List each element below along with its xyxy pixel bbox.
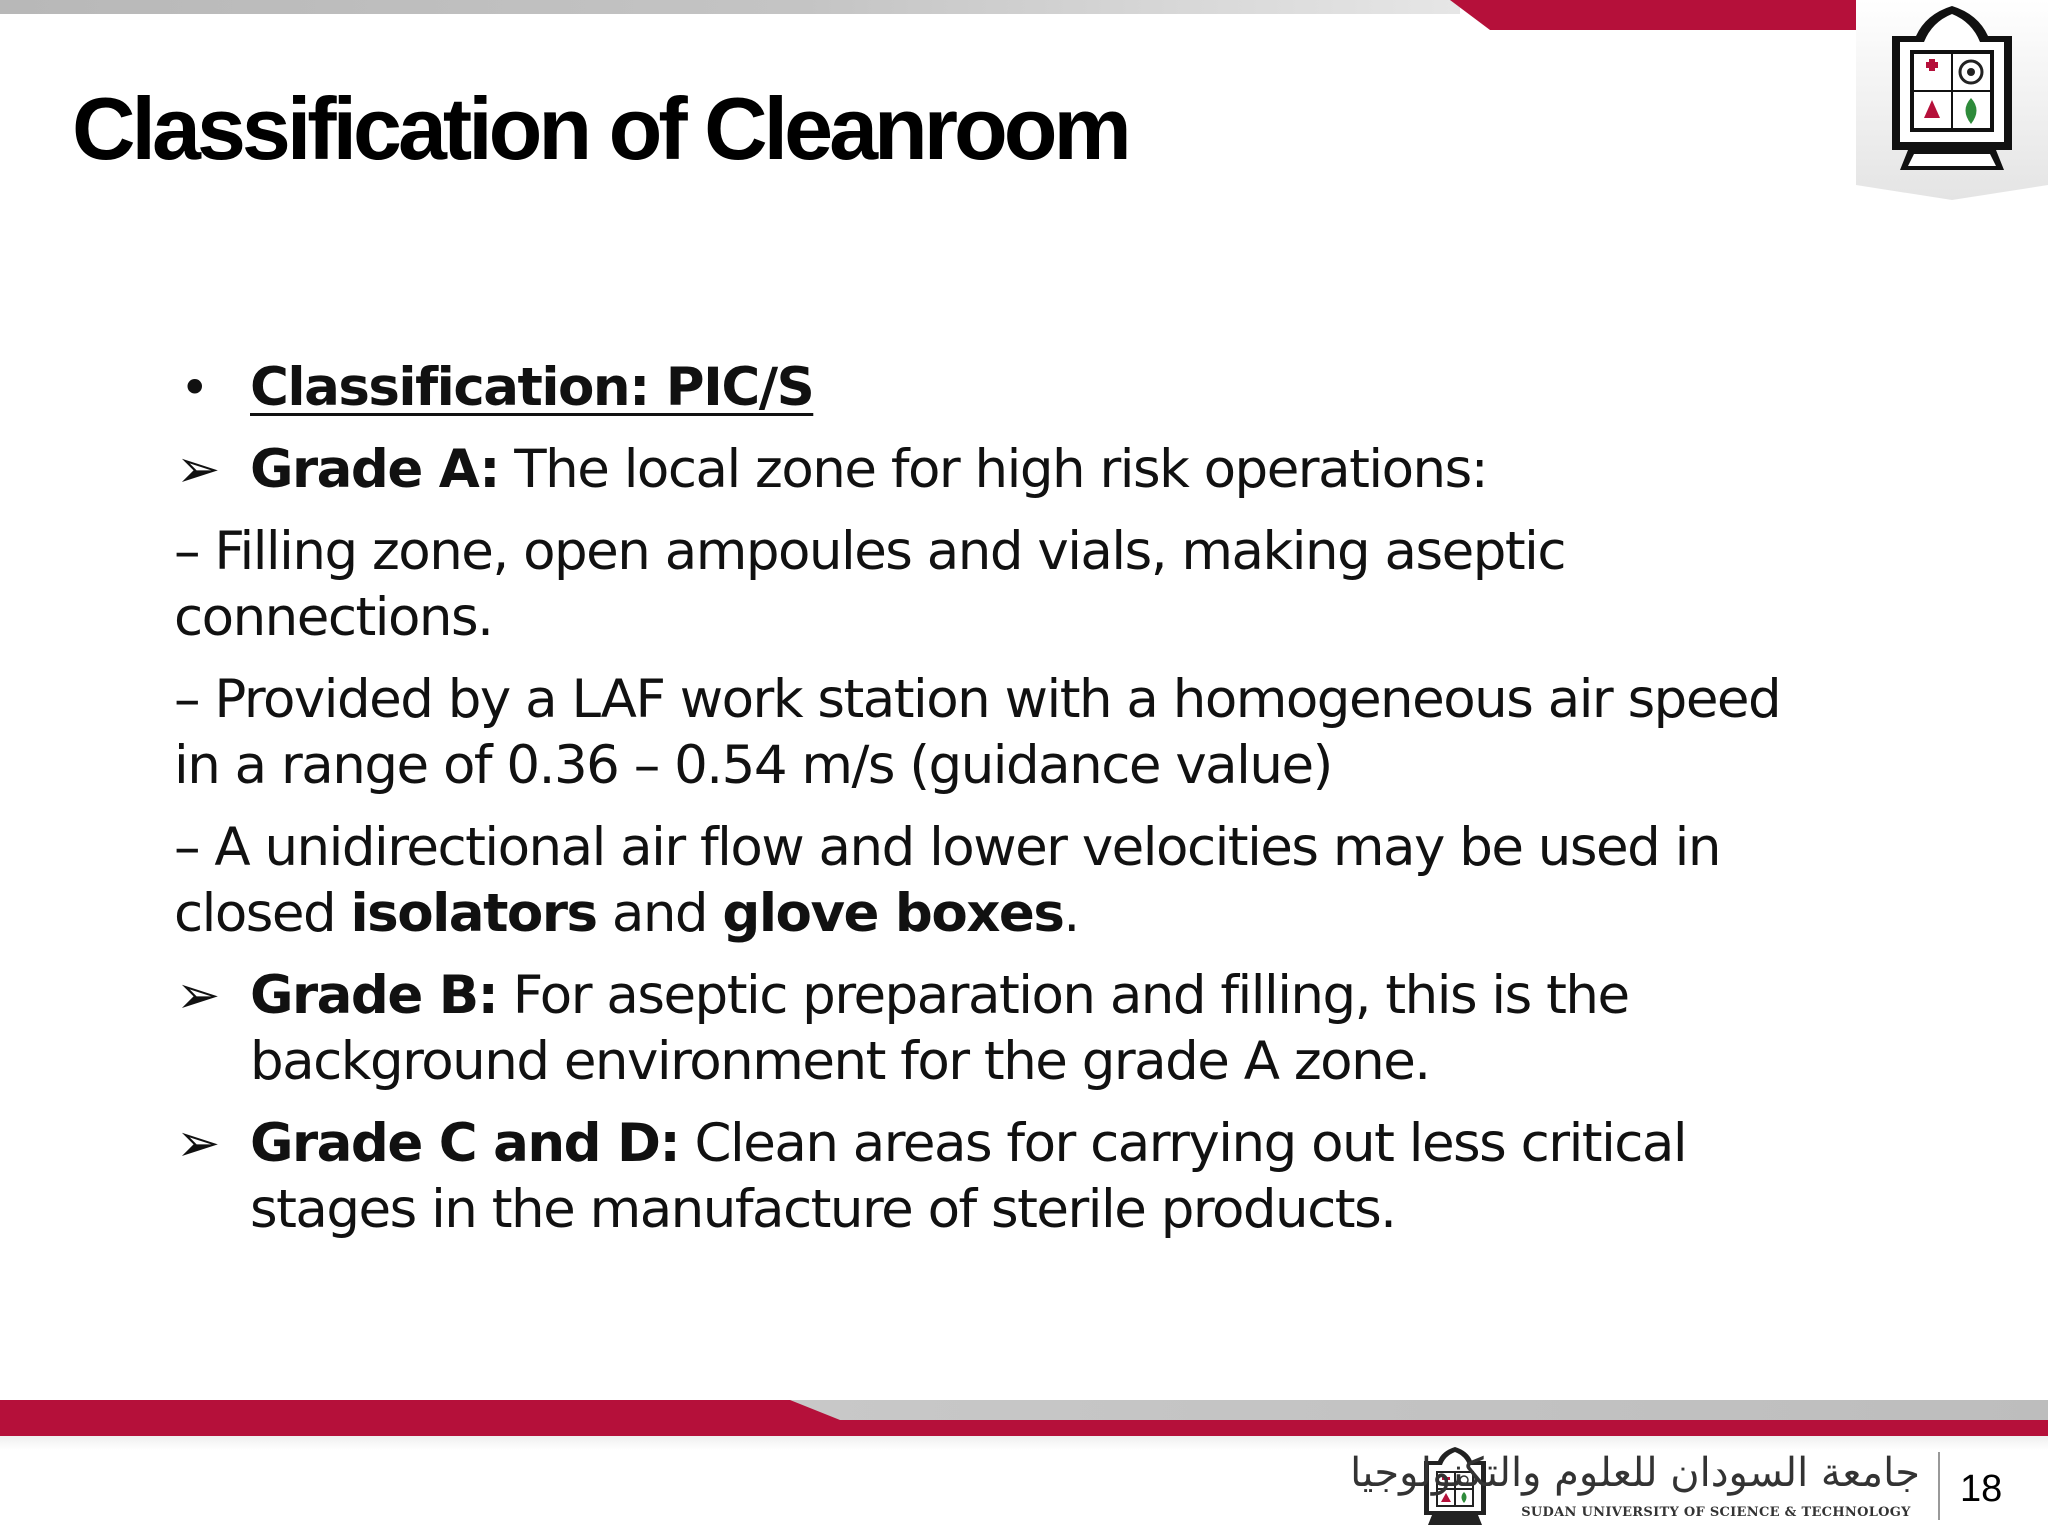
grade-b-label: Grade B: [250, 965, 498, 1026]
classification-heading [174, 355, 1814, 421]
arrow-bullet-icon: ➢ [176, 965, 219, 1026]
university-name-english: SUDAN UNIVERSITY OF SCIENCE & TECHNOLOGY [1521, 1505, 1911, 1520]
grade-a-sub-3-before: – A unidirectional air flow and lower velocities may be used in closed [174, 817, 1720, 944]
isolators-term: isolators [350, 883, 597, 944]
footer-divider [1938, 1452, 1940, 1520]
grade-a-sub-3-after: . [1063, 883, 1079, 944]
university-name-arabic: جامعة السودان للعلوم والتكنولوجيا [1350, 1450, 1920, 1496]
page-number: 18 [1960, 1468, 2003, 1510]
top-decorative-bar [0, 0, 2048, 32]
arrow-bullet-icon: ➢ [176, 1113, 219, 1174]
grade-a-text: The local zone for high risk operations: [498, 439, 1488, 500]
grade-cd-label: Grade C and D: [250, 1113, 680, 1174]
grade-a-sub-2: – Provided by a LAF work station with a homogeneous air speed in a range of 0.36 – 0.54 m/s (guidance value) [174, 669, 1781, 796]
grade-b-text: For aseptic preparation and filling, this is the background environment for the grade A zone. [250, 965, 1629, 1092]
grade-a-item [174, 437, 1814, 503]
slide-title: Classification of Cleanroom [72, 79, 1128, 178]
university-logo-top [1856, 0, 2048, 200]
grade-cd-item [174, 1111, 1814, 1243]
glove-boxes-term: glove boxes [722, 883, 1064, 944]
grade-a-sub-1: – Filling zone, open ampoules and vials, making aseptic connections. [174, 521, 1566, 648]
grade-cd-text: Clean areas for carrying out less critical stages in the manufacture of sterile products. [250, 1113, 1687, 1240]
classification-heading-text: Classification: PIC/S [250, 357, 814, 418]
bottom-decorative-bar [0, 1400, 2048, 1450]
bullet-dot: • [180, 359, 208, 417]
grade-a-sub-3 [174, 815, 1814, 947]
arrow-bullet-icon: ➢ [176, 439, 219, 500]
grade-a-label: Grade A: [250, 439, 499, 500]
grade-a-sub-3-middle: and [596, 883, 723, 944]
slide-content [174, 355, 1814, 1259]
grade-b-item [174, 963, 1814, 1095]
